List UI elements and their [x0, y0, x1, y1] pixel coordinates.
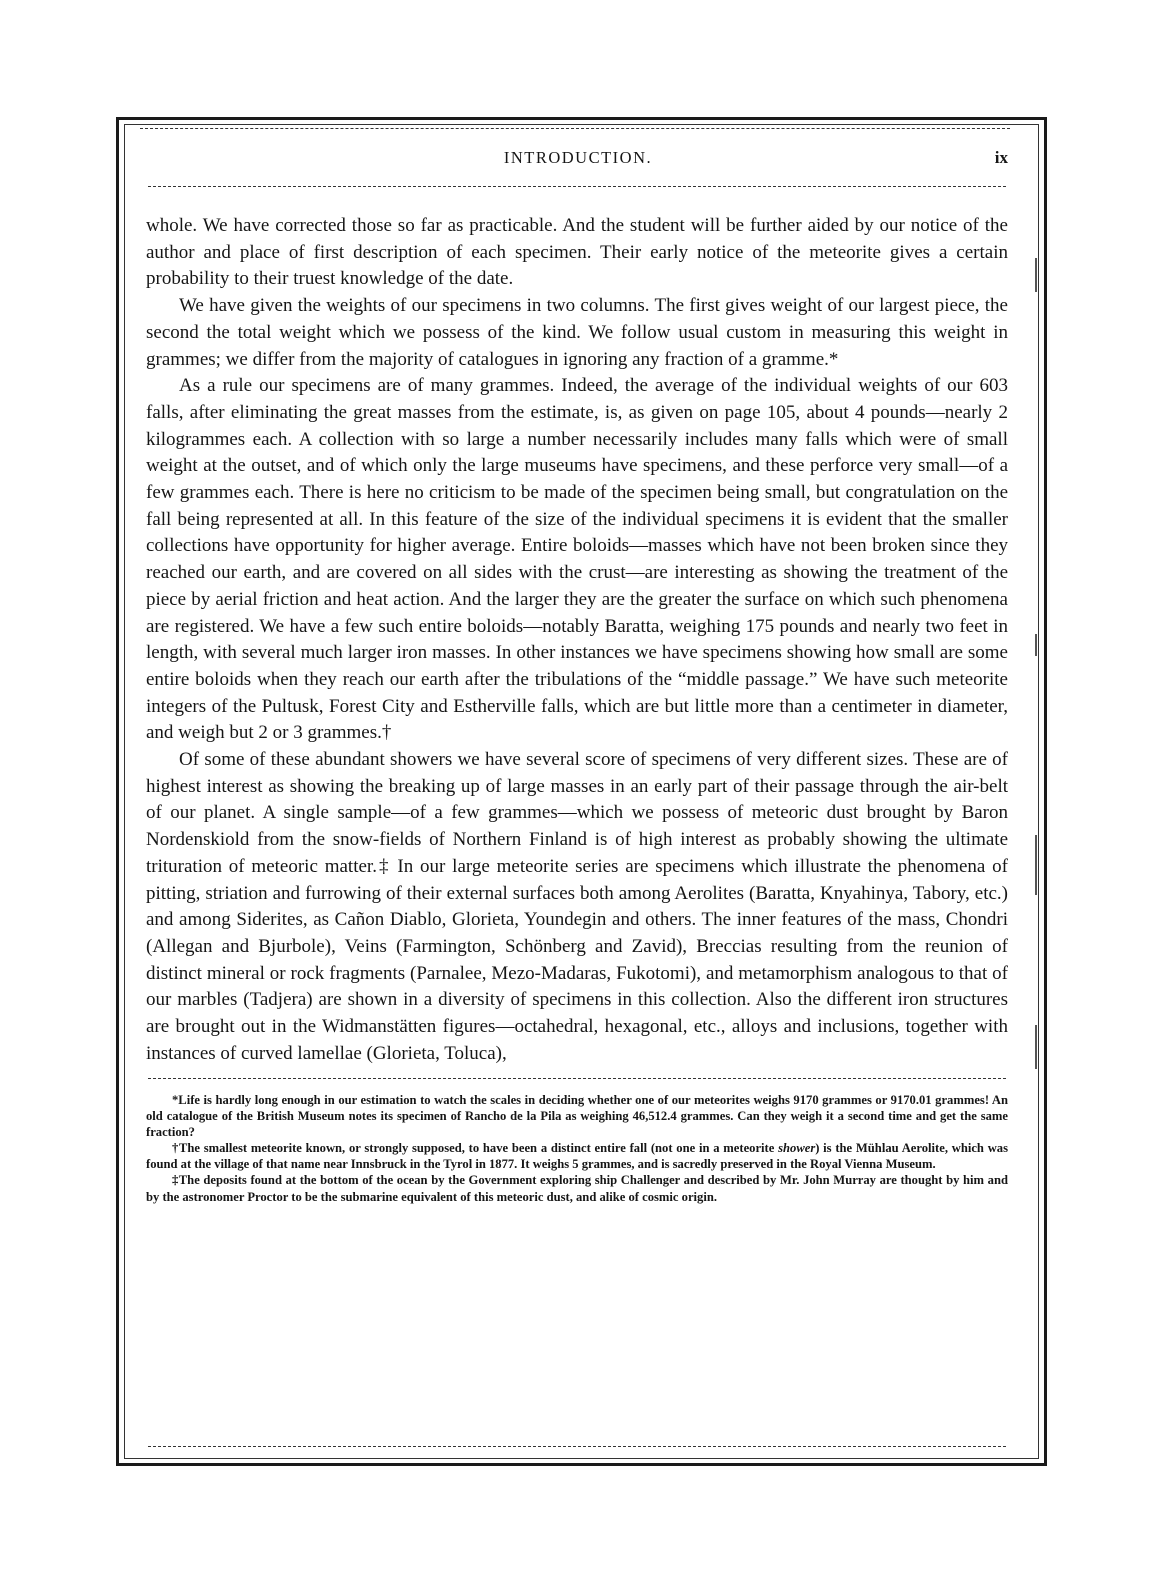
footnote-text: *Life is hardly long enough in our estimation to watch the scales in deciding whether one of our meteorites weighs 9170 grammes or 9170.01 grammes! An old catalogue of the British Museum notes its specimen of Rancho de la Pila as weighing 46,512.4 grammes. Can they weigh it a second time and get the same fraction?	[146, 1093, 1008, 1140]
footnote-emphasis: shower	[778, 1141, 816, 1156]
body-text	[146, 213, 1008, 1068]
margin-mark	[1035, 634, 1037, 656]
footnote-text: ) is the Mühlau Aerolite, which was found at the village of that name near Innsbruck in the Tyrol in 1877. It weighs 5 grammes, and is sacredly preserved in the Royal Vienna Museum.	[146, 1141, 1008, 1172]
footnote	[146, 1092, 1008, 1140]
footnote	[146, 1172, 1008, 1204]
page-number: ix	[994, 148, 1008, 167]
margin-mark	[1035, 1025, 1037, 1069]
margin-mark	[1035, 835, 1037, 895]
margin-mark	[1035, 258, 1037, 292]
header-rule	[148, 186, 1006, 187]
paragraph: whole. We have corrected those so far as practicable. And the student will be further aided by our notice of the author and place of first description of each specimen. Their early notice of the meteorite gives a certain probability to their truest knowledge of the date.	[146, 215, 1008, 290]
footnote-rule	[148, 1078, 1006, 1079]
bottom-rule	[148, 1446, 1006, 1447]
running-title: INTRODUCTION.	[503, 148, 653, 167]
paragraph: As a rule our specimens are of many grammes. Indeed, the average of the individual weights of our 603 falls, after eliminating the great masses from the estimate, is, as given on page 105, about 4 pounds—nearly 2 kilogrammes each. A collection with so large a number necessarily includes many falls which were of small weight at the outset, and of which only the large museums have specimens, and these perforce very small—of a few grammes each. There is here no criticism to be made of the specimen being small, but congratulation on the fall being represented at all. In this feature of the size of the individual specimens it is evident that the smaller collections have opportunity for higher average. Entire boloids—masses which have not been broken since they reached our earth, and are covered on all sides with the crust—are interesting as showing the treatment of the piece by aerial friction and heat action. And the larger they are the greater the surface on which such phenomena are registered. We have a few such entire boloids—notably Baratta, weighing 175 pounds and nearly two feet in length, with several much larger iron masses. In other instances we have specimens showing how small are some entire boloids when they reach our earth after the tribulations of the “middle passage.” We have such meteorite integers of the Pultusk, Forest City and Estherville falls, which are but little more than a centimeter in diameter, and weigh but 2 or 3 grammes.†	[146, 375, 1008, 744]
paragraph: We have given the weights of our specimens in two columns. The first gives weight of our largest piece, the second the total weight which we possess of the kind. We follow usual custom in measuring this weight in grammes; we differ from the majority of catalogues in ignoring any fraction of a gramme.*	[146, 295, 1008, 370]
footnote-text: ‡The deposits found at the bottom of the ocean by the Government exploring ship Challenger and described by Mr. John Murray are thought by him and by the astronomer Proctor to be the submarine equivalent of this meteoric dust, and alike of cosmic origin.	[146, 1173, 1008, 1204]
running-head	[148, 148, 1008, 178]
footnote-text: †The smallest meteorite known, or strongly supposed, to have been a distinct entire fall (not one in a meteorite	[172, 1141, 779, 1156]
top-rule	[140, 128, 1010, 129]
footnotes	[146, 1092, 1008, 1205]
footnote	[146, 1140, 1008, 1172]
paragraph: Of some of these abundant showers we have several score of specimens of very different sizes. These are of highest interest as showing the breaking up of large masses in an early part of their passage through the air-belt of our planet. A single sample—of a few grammes—which we possess of meteoric dust brought by Baron Nordenskiold from the snow-fields of Northern Finland is of high interest as probably showing the ultimate trituration of meteoric matter.‡ In our large meteorite series are specimens which illustrate the phenomena of pitting, striation and furrowing of their external surfaces both among Aerolites (Baratta, Knyahinya, Tabory, etc.) and among Siderites, as Cañon Diablo, Glorieta, Youndegin and others. The inner features of the mass, Chondri (Allegan and Bjurbole), Veins (Farmington, Schönberg and Zavid), Breccias resulting from the reunion of distinct mineral or rock fragments (Parnalee, Mezo-Madaras, Fukotomi), and metamorphism analogous to that of our marbles (Tadjera) are shown in a diversity of specimens in this collection. Also the different iron structures are brought out in the Widmanstätten figures—octahedral, hexagonal, etc., alloys and inclusions, together with instances of curved lamellae (Glorieta, Toluca),	[146, 749, 1008, 1064]
